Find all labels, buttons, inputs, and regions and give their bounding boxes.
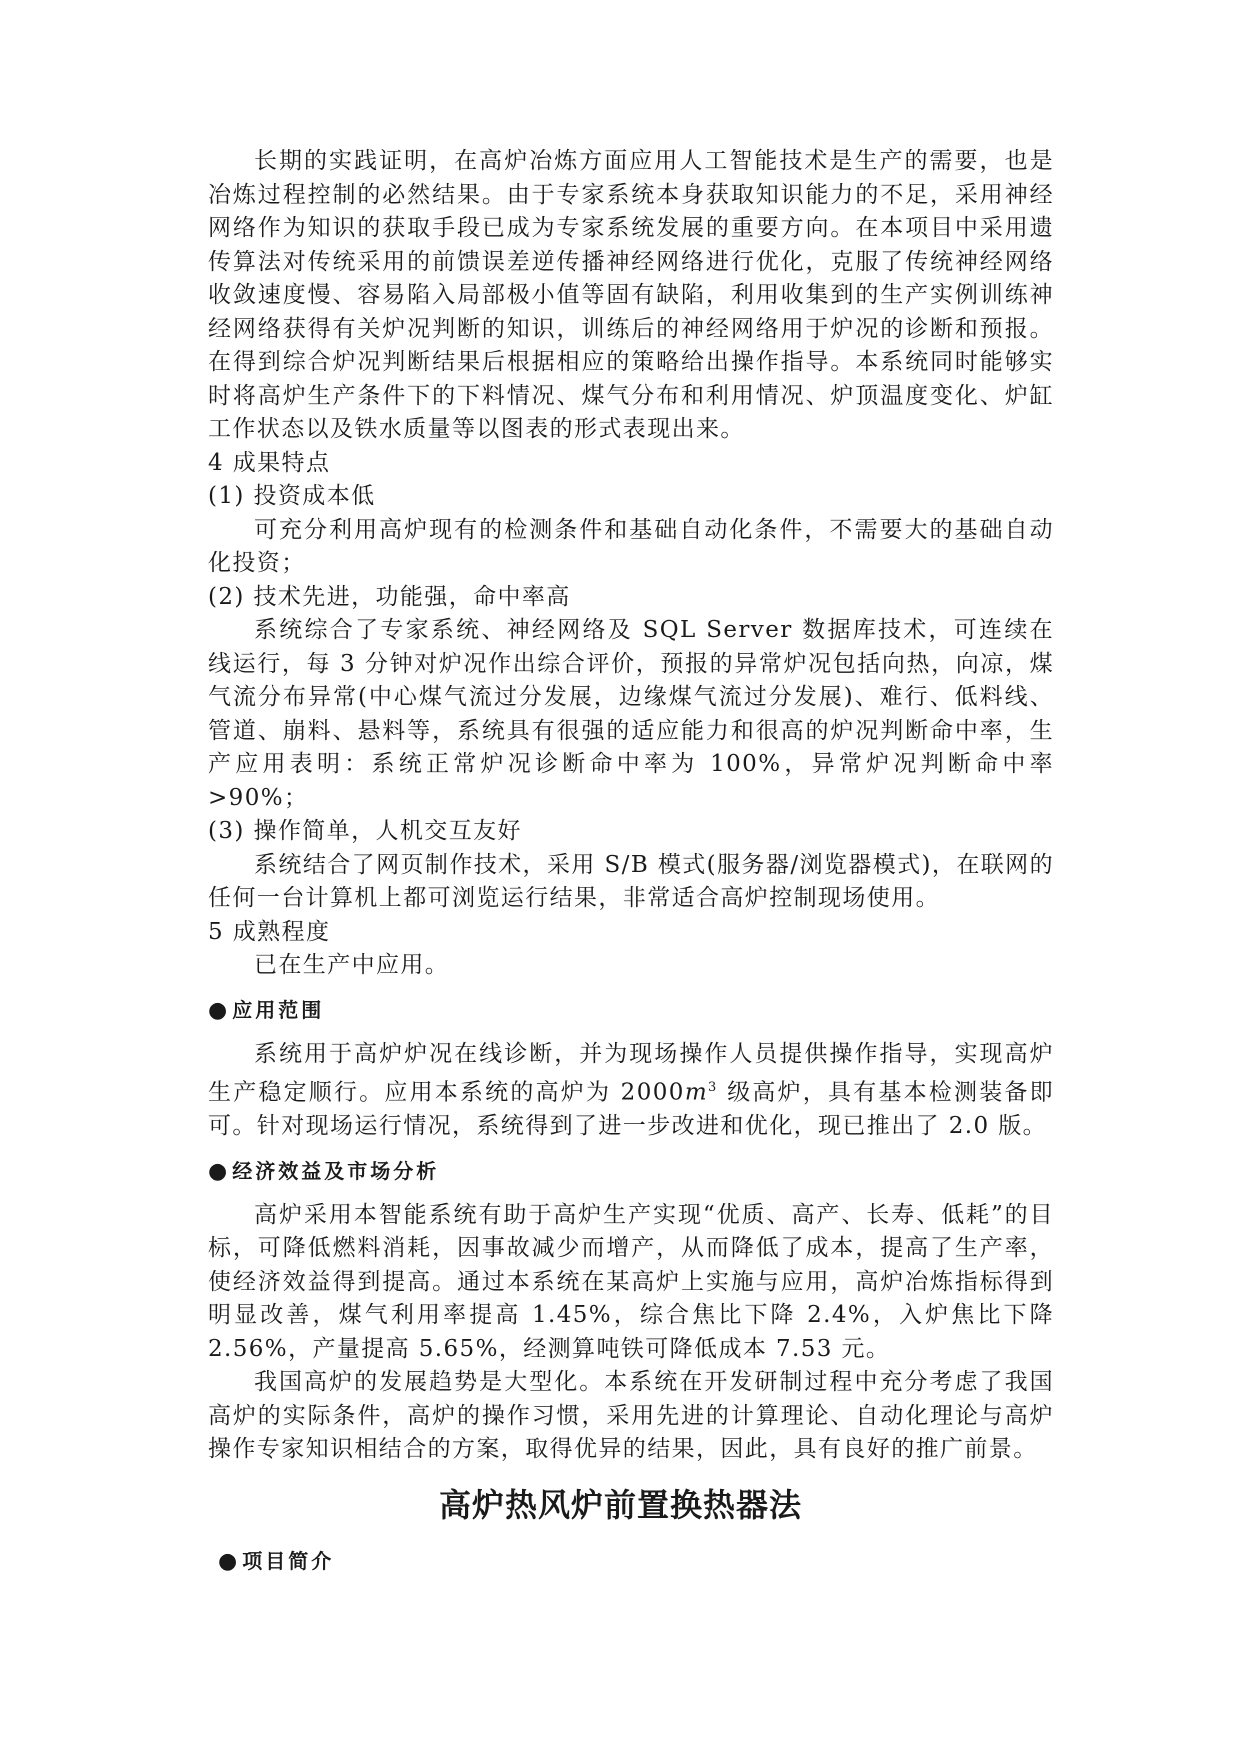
maturity-text: 已在生产中应用。 xyxy=(254,952,450,978)
maturity-heading: 5 成熟程度 xyxy=(208,918,331,945)
feature-3-text: 系统结合了网页制作技术，采用 S/B 模式(服务器/浏览器模式)，在联网的任何一台计算机上都可浏览运行结果，非常适合高炉控制现场使用。 xyxy=(208,851,1054,911)
economics-paragraph-1: 高炉采用本智能系统有助于高炉生产实现“优质、高产、长寿、低耗”的目标，可降低燃料消耗，因事故减少而增产，从而降低了成本，提高了生产率，使经济效益得到提高。通过本系统在某高炉上实施与应用，高炉冶炼指标得到明显改善，煤气利用率提高 1.45%，综合焦比下降 2.4%，入炉焦比下降 2.56%，产量提高 5.65%，经测算吨铁可降低成本 7.53 元。 xyxy=(208,1201,1054,1362)
economics-heading: ● 经济效益及市场分析 xyxy=(208,1158,440,1184)
features-heading: 4 成果特点 xyxy=(208,449,331,476)
application-text: 系统用于高炉炉况在线诊断，并为现场操作人员提供操作指导，实现高炉生产稳定顺行。应用本系统的高炉为 $2000m^3$ 级高炉，具有基本检测装备即可。针对现场运行情况，系统得到了进一步改进和优化，现已推出了 2.0 版。 xyxy=(208,1040,1054,1140)
feature-1-text: 可充分利用高炉现有的检测条件和基础自动化条件，不需要大的基础自动化投资； xyxy=(208,516,1054,576)
feature-3-title: (3) 操作简单，人机交互友好 xyxy=(208,818,522,844)
body-content xyxy=(208,145,1054,1467)
intro-paragraph: 长期的实践证明，在高炉冶炼方面应用人工智能技术是生产的需要，也是冶炼过程控制的必然结果。由于专家系统本身获取知识能力的不足，采用神经网络作为知识的获取手段已成为专家系统发展的重要方向。在本项目中采用遗传算法对传统采用的前馈误差逆传播神经网络进行优化，克服了传统神经网络收敛速度慢、容易陷入局部极小值等固有缺陷，利用收集到的生产实例训练神经网络获得有关炉况判断的知识，训练后的神经网络用于炉况的诊断和预报。在得到综合炉况判断结果后根据相应的策略给出操作指导。本系统同时能够实时将高炉生产条件下的下料情况、煤气分布和利用情况、炉顶温度变化、炉缸工作状态以及铁水质量等以图表的形式表现出来。 xyxy=(208,148,1054,442)
application-heading: ● 应用范围 xyxy=(208,997,325,1023)
project-intro-heading: ● 项目简介 xyxy=(218,1549,335,1574)
bullet-icon: ● xyxy=(208,997,231,1023)
economics-paragraph-2: 我国高炉的发展趋势是大型化。本系统在开发研制过程中充分考虑了我国高炉的实际条件，高炉的操作习惯，采用先进的计算理论、自动化理论与高炉操作专家知识相结合的方案，取得优异的结果，因此，具有良好的推广前景。 xyxy=(208,1369,1054,1463)
feature-2-title: (2) 技术先进，功能强，命中率高 xyxy=(208,583,571,610)
feature-2-text: 系统综合了专家系统、神经网络及 SQL Server 数据库技术，可连续在线运行，每 3 分钟对炉况作出综合评价，预报的异常炉况包括向热，向凉，煤气流分布异常(中心煤气流过分发展，边缘煤气流过分发展)、难行、低料线、管道、崩料、悬料等，系统具有很强的适应能力和很高的炉况判断命中率，生产应用表明：系统正常炉况诊断命中率为 100%，异常炉况判断命中率>90%； xyxy=(208,617,1054,811)
feature-1-title: (1) 投资成本低 xyxy=(208,483,376,509)
bullet-icon: ● xyxy=(218,1549,241,1574)
article-title: 高炉热风炉前置换热器法 xyxy=(438,1486,802,1524)
bullet-icon: ● xyxy=(208,1158,231,1184)
